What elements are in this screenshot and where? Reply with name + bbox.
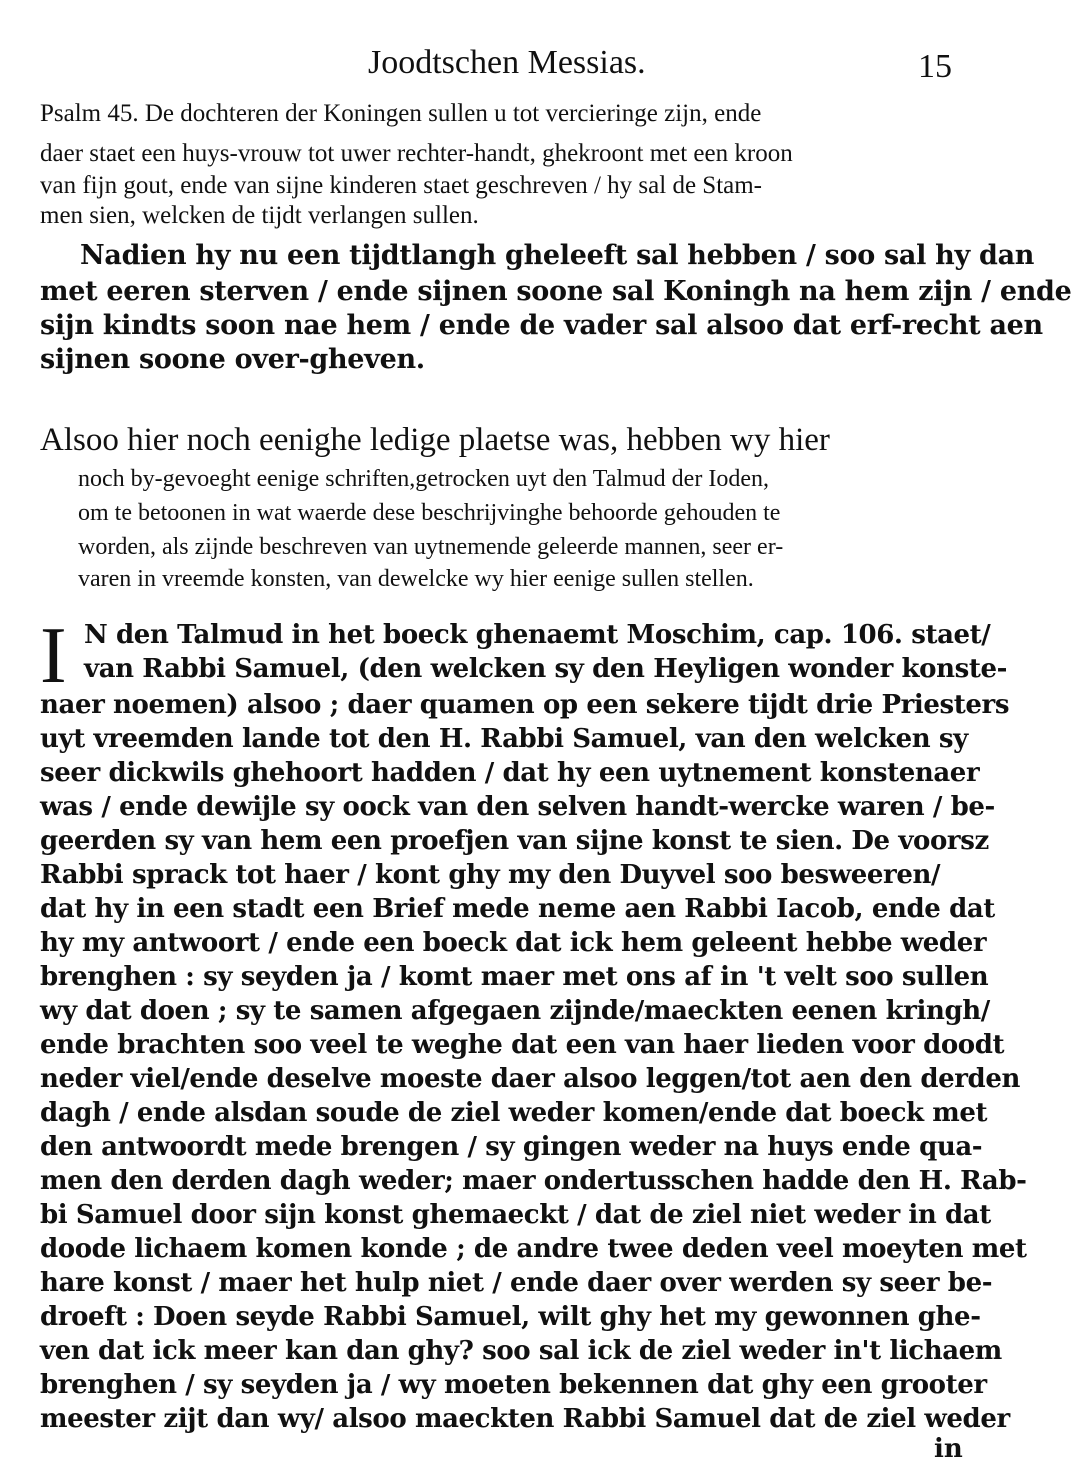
- text-line: was / ende dewijle sy oock van den selven handt-wercke waren / be-: [40, 792, 995, 822]
- text-line: ende brachten soo veel te weghe dat een van haer lieden voor doodt: [40, 1030, 1005, 1060]
- page-number: 15: [918, 48, 952, 85]
- text-line: doode lichaem komen konde ; de andre twee deden veel moeyten met: [40, 1234, 1027, 1264]
- text-line: bi Samuel door sijn konst ghemaeckt / dat de ziel niet weder in dat: [40, 1200, 991, 1230]
- running-title: Joodtschen Messias.: [368, 44, 646, 81]
- text-line: met eeren sterven / ende sijnen soone sal Koningh na hem zijn / ende: [40, 276, 1071, 307]
- text-line: sijnen soone over-gheven.: [40, 344, 425, 375]
- text-line: varen in vreemde konsten, van dewelcke wy hier eenige sullen stellen.: [78, 566, 754, 592]
- text-line: droeft : Doen seyde Rabbi Samuel, wilt ghy het my gewonnen ghe-: [40, 1302, 981, 1332]
- text-line: sijn kindts soon nae hem / ende de vader sal alsoo dat erf-recht aen: [40, 310, 1043, 341]
- text-line: neder viel/ende deselve moeste daer alsoo leggen/tot aen den derden: [40, 1064, 1020, 1094]
- text-line: meester zijt dan wy/ alsoo maeckten Rabbi Samuel dat de ziel weder: [40, 1404, 1010, 1434]
- text-line: brenghen : sy seyden ja / komt maer met ons af in 't velt soo sullen: [40, 962, 989, 992]
- text-line: hare konst / maer het hulp niet / ende daer over werden sy seer be-: [40, 1268, 993, 1298]
- text-line: geerden sy van hem een proefjen van sijne konst te sien. De voorsz: [40, 826, 989, 856]
- text-line: daer staet een huys-vrouw tot uwer rechter-handt, ghekroont met een kroon: [40, 140, 793, 167]
- text-line: van Rabbi Samuel, (den welcken sy den Heyligen wonder konste-: [84, 654, 1007, 684]
- text-line: dagh / ende alsdan soude de ziel weder komen/ende dat boeck met: [40, 1098, 988, 1128]
- text-line: Alsoo hier noch eenighe ledige plaetse was, hebben wy hier: [40, 422, 830, 458]
- drop-cap: I: [40, 612, 67, 700]
- text-line: naer noemen) alsoo ; daer quamen op een sekere tijdt drie Priesters: [40, 690, 1010, 720]
- catchword: in: [934, 1434, 963, 1464]
- text-line: ven dat ick meer kan dan ghy? soo sal ick de ziel weder in't lichaem: [40, 1336, 1002, 1366]
- text-line: men den derden dagh weder; maer ondertusschen hadde den H. Rab-: [40, 1166, 1027, 1196]
- text-line: om te betoonen in wat waerde dese beschrijvinghe behoorde gehouden te: [78, 500, 781, 526]
- text-line: Rabbi sprack tot haer / kont ghy my den Duyvel soo besweeren/: [40, 860, 941, 890]
- running-header: [0, 44, 1000, 92]
- text-line: hy my antwoort / ende een boeck dat ick hem geleent hebbe weder: [40, 928, 987, 958]
- text-line: Nadien hy nu een tijdtlangh gheleeft sal hebben / soo sal hy dan: [80, 240, 1035, 271]
- text-line: worden, als zijnde beschreven van uytnemende geleerde mannen, seer er-: [78, 534, 784, 560]
- text-line: N den Talmud in het boeck ghenaemt Moschim, cap. 106. staet/: [84, 620, 991, 650]
- text-line: seer dickwils ghehoort hadden / dat hy een uytnement konstenaer: [40, 758, 980, 788]
- text-line: wy dat doen ; sy te samen afgegaen zijnde/maeckten eenen kringh/: [40, 996, 990, 1026]
- text-line: dat hy in een stadt een Brief mede neme aen Rabbi Iacob, ende dat: [40, 894, 995, 924]
- text-line: Psalm 45. De dochteren der Koningen sullen u tot vercieringe zijn, ende: [40, 100, 762, 127]
- text-line: noch by-gevoeght eenige schriften,getrocken uyt den Talmud der Ioden,: [78, 466, 769, 492]
- text-line: uyt vreemden lande tot den H. Rabbi Samuel, van den welcken sy: [40, 724, 968, 754]
- text-line: van fijn gout, ende van sijne kinderen staet geschreven / hy sal de Stam-: [40, 172, 763, 199]
- text-line: den antwoordt mede brengen / sy gingen weder na huys ende qua-: [40, 1132, 983, 1162]
- text-line: brenghen / sy seyden ja / wy moeten bekennen dat ghy een grooter: [40, 1370, 987, 1400]
- text-line: men sien, welcken de tijdt verlangen sullen.: [40, 202, 479, 229]
